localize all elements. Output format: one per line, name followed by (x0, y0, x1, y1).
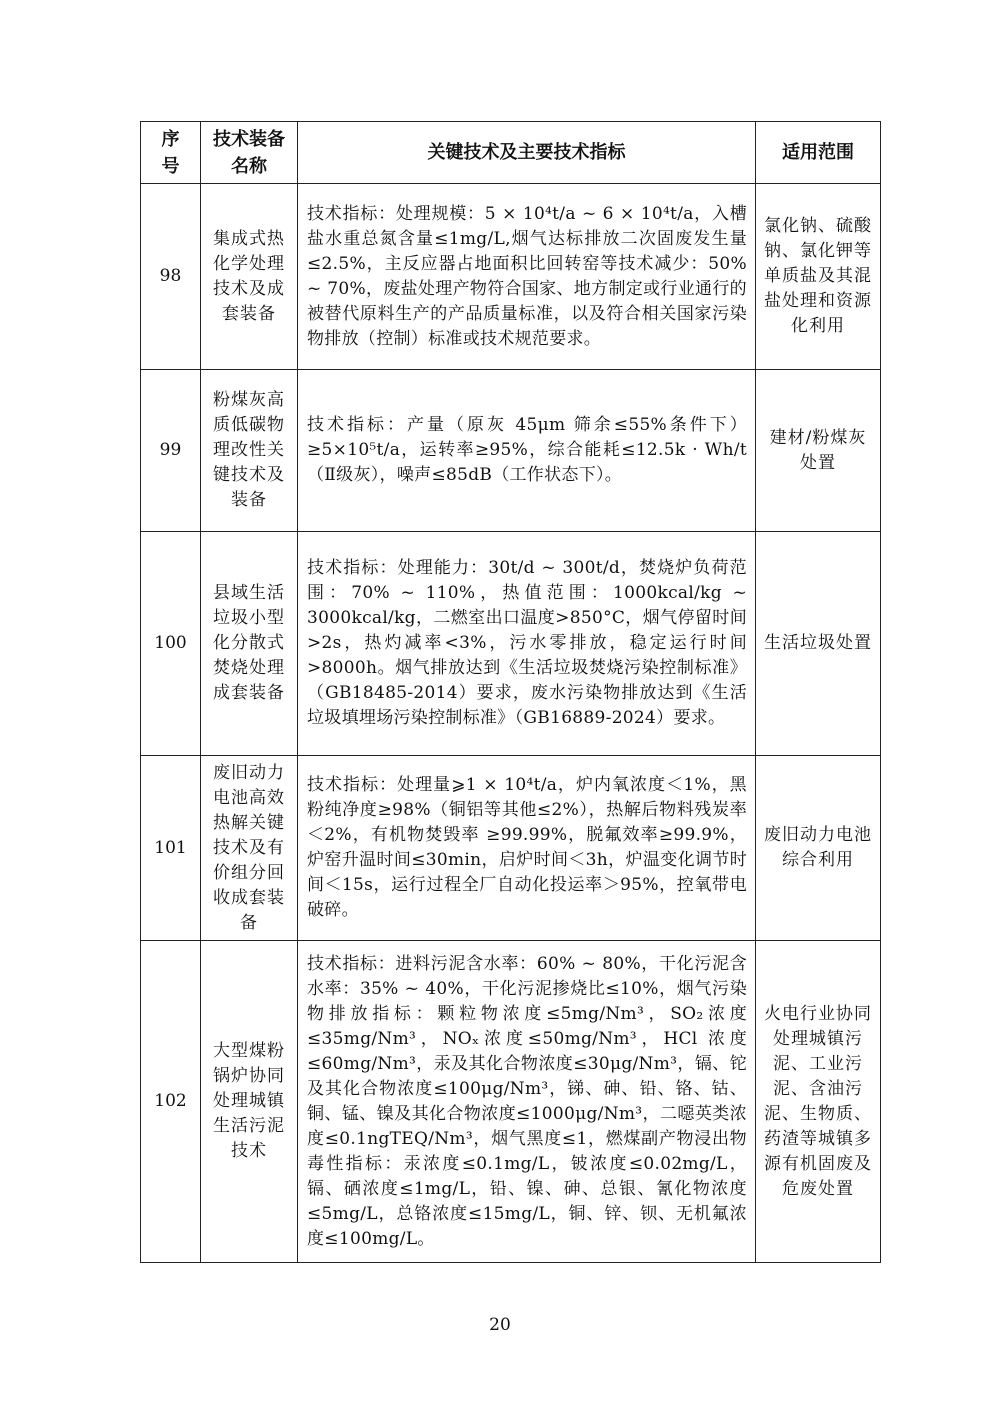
row-scope: 氯化钠、硫酸钠、氯化钾等单质盐及其混盐处理和资源化利用 (756, 184, 881, 370)
row-name: 大型煤粉锅炉协同处理城镇生活污泥技术 (201, 941, 298, 1263)
row-scope: 生活垃圾处置 (756, 532, 881, 756)
row-no: 98 (141, 184, 201, 370)
row-no: 101 (141, 756, 201, 941)
header-row (141, 122, 881, 184)
technology-table (140, 121, 881, 1263)
row-spec: 技术指标：产量（原灰 45μm 筛余≤55%条件下）≥5×10⁵t/a，运转率≥95%，综合能耗≤12.5k · Wh/t（Ⅱ级灰），噪声≤85dB（工作状态下）。 (298, 370, 756, 532)
row-name: 县域生活垃圾小型化分散式焚烧处理成套装备 (201, 532, 298, 756)
row-spec: 技术指标：处理规模：5 × 10⁴t/a ~ 6 × 10⁴t/a，入槽盐水重总氮含量≤1mg/L,烟气达标排放二次固废发生量≤2.5%，主反应器占地面积比回转窑等技术减少：50% ~ 70%，废盐处理产物符合国家、地方制定或行业通行的被替代原料生产的产品质量标准，以及符合相关国家污染物排放（控制）标准或技术规范要求。 (298, 184, 756, 370)
row-no: 100 (141, 532, 201, 756)
header-scope: 适用范围 (756, 122, 881, 184)
header-no: 序号 (141, 122, 201, 184)
table-row (141, 370, 881, 532)
table-row (141, 532, 881, 756)
table-row (141, 941, 881, 1263)
table-row (141, 184, 881, 370)
row-no: 102 (141, 941, 201, 1263)
row-name: 集成式热化学处理技术及成套装备 (201, 184, 298, 370)
row-scope: 火电行业协同处理城镇污泥、工业污泥、含油污泥、生物质、药渣等城镇多源有机固废及危废处置 (756, 941, 881, 1263)
page-number: 20 (489, 1315, 511, 1335)
row-name: 废旧动力电池高效热解关键技术及有价组分回收成套装备 (201, 756, 298, 941)
row-no: 99 (141, 370, 201, 532)
row-spec: 技术指标：处理量⩾1 × 10⁴t/a，炉内氧浓度＜1%，黑粉纯净度≥98%（铜铝等其他≤2%），热解后物料残炭率＜2%，有机物焚毁率 ≥99.99%，脱氟效率≥99.9%，炉窑升温时间≤30min，启炉时间＜3h，炉温变化调节时间＜15s，运行过程全厂自动化投运率＞95%，控氧带电破碎。 (298, 756, 756, 941)
row-scope: 建材/粉煤灰处置 (756, 370, 881, 532)
row-spec: 技术指标：进料污泥含水率：60% ~ 80%，干化污泥含水率：35% ~ 40%，干化污泥掺烧比≤10%，烟气污染物排放指标：颗粒物浓度≤5mg/Nm³，SO₂浓度≤35mg/Nm³，NOₓ浓度≤50mg/Nm³，HCl 浓度≤60mg/Nm³，汞及其化合物浓度≤30μg/Nm³，镉、铊及其化合物浓度≤100μg/Nm³，锑、砷、铅、铬、钴、铜、锰、镍及其化合物浓度≤1000μg/Nm³，二噁英类浓度≤0.1ngTEQ/Nm³，烟气黑度≤1，燃煤副产物浸出物毒性指标：汞浓度≤0.1mg/L，铍浓度≤0.02mg/L，镉、硒浓度≤1mg/L，铅、镍、砷、总银、氰化物浓度≤5mg/L，总铬浓度≤15mg/L，铜、锌、钡、无机氟浓度≤100mg/L。 (298, 941, 756, 1263)
header-name: 技术装备名称 (201, 122, 298, 184)
row-spec: 技术指标：处理能力：30t/d ~ 300t/d，焚烧炉负荷范围：70% ~ 110%，热值范围：1000kcal/kg ~ 3000kcal/kg，二燃室出口温度>850°C，烟气停留时间>2s，热灼减率<3%，污水零排放，稳定运行时间>8000h。烟气排放达到《生活垃圾焚烧污染控制标准》（GB18485-2014）要求，废水污染物排放达到《生活垃圾填埋场污染控制标准》（GB16889-2024）要求。 (298, 532, 756, 756)
row-scope: 废旧动力电池综合利用 (756, 756, 881, 941)
table-row (141, 756, 881, 941)
header-spec: 关键技术及主要技术指标 (298, 122, 756, 184)
row-name: 粉煤灰高质低碳物理改性关键技术及装备 (201, 370, 298, 532)
